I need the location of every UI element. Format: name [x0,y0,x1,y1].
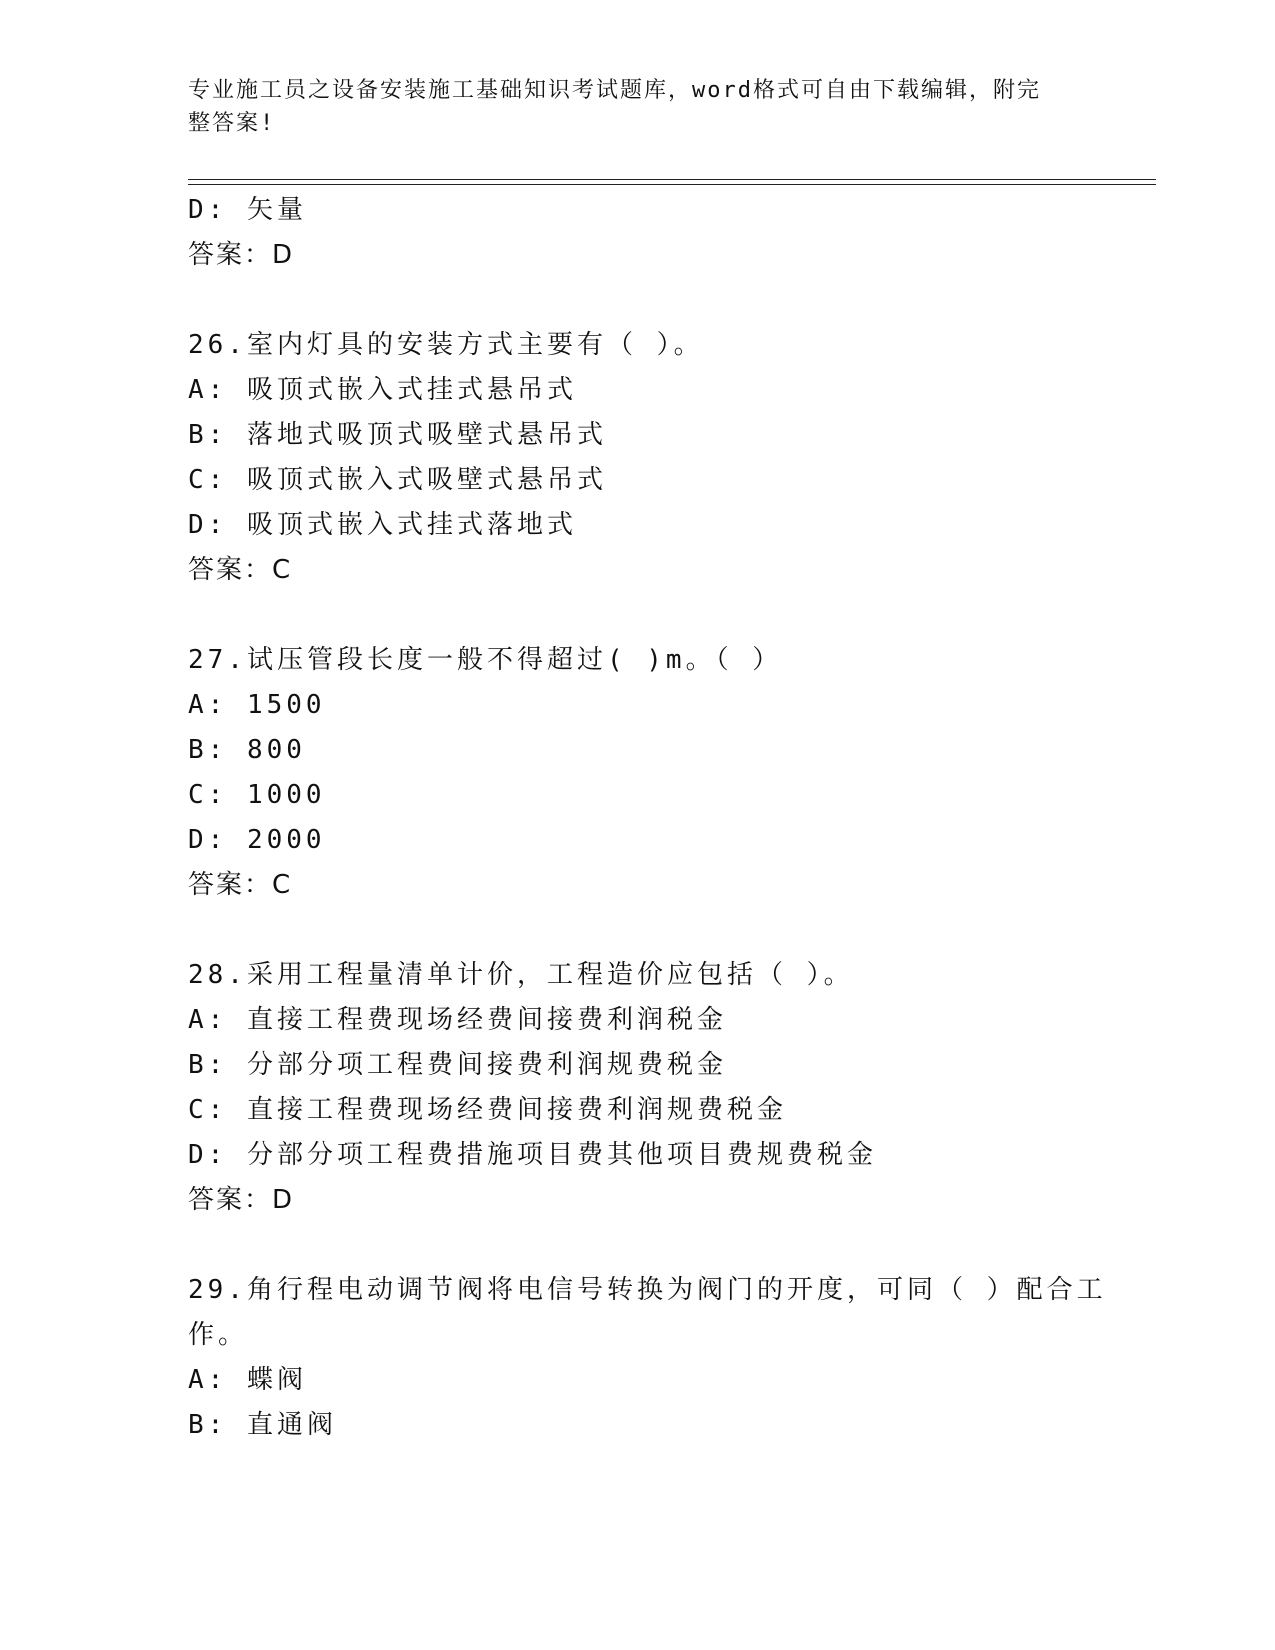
q27-option-a: A: 1500 [188,690,326,720]
q25-answer: 答案：D [188,240,295,270]
q26-option-b: B: 落地式吸顶式吸壁式悬吊式 [188,420,607,450]
q26-answer: 答案：C [188,555,293,585]
q28-option-a: A: 直接工程费现场经费间接费利润税金 [188,1005,727,1035]
header-line-2: 整答案! [188,111,276,136]
q26-stem: 26.室内灯具的安装方式主要有（ ）。 [188,330,704,360]
document-header [188,74,1088,140]
header-line-1: 专业施工员之设备安装施工基础知识考试题库，word格式可自由下载编辑，附完 [188,78,1041,103]
q26-option-c: C: 吸顶式嵌入式吸壁式悬吊式 [188,465,607,495]
header-divider-bottom [188,184,1156,185]
q28-option-d: D: 分部分项工程费措施项目费其他项目费规费税金 [188,1140,877,1170]
q27-option-d: D: 2000 [188,825,326,855]
q26-option-a: A: 吸顶式嵌入式挂式悬吊式 [188,375,577,405]
q28-stem: 28.采用工程量清单计价，工程造价应包括（ ）。 [188,960,854,990]
q26-option-d: D: 吸顶式嵌入式挂式落地式 [188,510,577,540]
q28-answer: 答案：D [188,1185,295,1215]
q27-option-c: C: 1000 [188,780,326,810]
q27-answer: 答案：C [188,870,293,900]
q29-stem-line-2: 作。 [188,1320,249,1350]
q28-option-b: B: 分部分项工程费间接费利润规费税金 [188,1050,727,1080]
q29-option-b: B: 直通阀 [188,1410,337,1440]
q29-option-a: A: 蝶阀 [188,1365,307,1395]
header-divider-top [188,179,1156,180]
q27-stem: 27.试压管段长度一般不得超过( )m。（ ） [188,645,783,675]
q28-option-c: C: 直接工程费现场经费间接费利润规费税金 [188,1095,787,1125]
q25-option-d: D: 矢量 [188,195,307,225]
q29-stem-line-1: 29.角行程电动调节阀将电信号转换为阀门的开度，可同（ ）配合工 [188,1275,1107,1305]
q27-option-b: B: 800 [188,735,306,765]
